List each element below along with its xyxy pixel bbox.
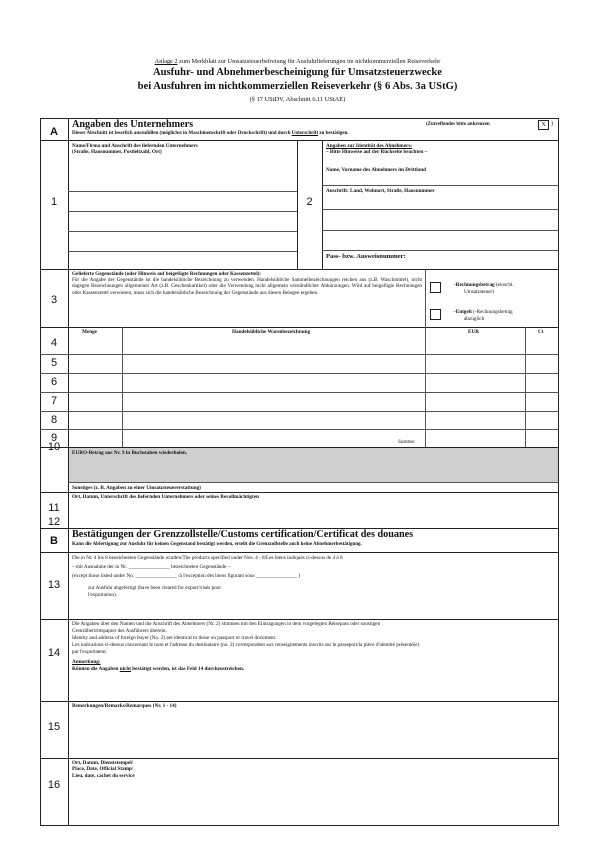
divider <box>40 392 559 393</box>
divider <box>425 269 426 327</box>
row-number-5: 5 <box>50 357 58 369</box>
divider <box>68 211 297 212</box>
divider <box>40 619 559 620</box>
divider <box>322 185 559 186</box>
divider <box>40 140 559 141</box>
divider <box>68 251 297 252</box>
net-amount-bold: -Entgelt <box>454 309 472 315</box>
divider <box>40 269 559 270</box>
amount-in-words-label: EURO-Betrag aus Nr. 9 in Buchstaben wiederholen. <box>72 450 188 456</box>
divider <box>40 552 559 553</box>
form-title-line2: bei Ausfuhren im nichtkommerziellen Reiseverkehr (§ 6 Abs. 3a UStG) <box>137 81 458 92</box>
identity-line4: Les indications ci-dessus concernant le nom et l'adresse du destinataire (no. 2) correspondent aux renseignements inscrits sur le passeport/la pièce d'identité présenté(e) <box>72 642 420 648</box>
column-description: Handelsübliche Warenbezeichnung <box>232 329 311 335</box>
identity-line5: par l'exportateur. <box>72 649 107 655</box>
tick-example-box: X <box>538 120 549 130</box>
net-amount-line2: abzüglich <box>464 316 485 322</box>
row-number-3: 3 <box>50 294 58 306</box>
export-cleared-line2: – mit Ausnahme der in Nr. ________________ bezeichneten Gegenstände – <box>72 564 231 570</box>
row-number-13: 13 <box>47 579 61 591</box>
legal-reference: (§ 17 UStDV, Abschnitt 6.11 UStAE) <box>249 96 346 103</box>
section-b-note: Kann die Abfertigung zur Ausfuhr für keinen Gegenstand bestätigt werden, erteilt die Grenzzollstelle auch keine Abnehmerbestätigung. <box>72 542 362 547</box>
divider <box>322 250 559 251</box>
tick-instruction: (Zutreffendes bitte ankreuzen <box>426 122 490 127</box>
identity-line2: Grenzübertrittspapier des Ausführers überein. <box>72 628 167 634</box>
row-number-15: 15 <box>47 721 61 733</box>
row-number-6: 6 <box>50 376 58 388</box>
seller-label-line2: (Straße, Hausnummer, Postleitzahl, Ort) <box>72 149 162 156</box>
passport-label: Pass- bzw. Ausweisnummer: <box>326 253 406 260</box>
divider <box>322 230 559 231</box>
row-number-2: 2 <box>306 196 313 208</box>
tick-instruction-close: ) <box>551 121 553 127</box>
misc-label: Sonstiges (z. B. Angaben zu einer Umsatzsteuererstattung) <box>72 485 201 491</box>
divider <box>40 354 559 355</box>
row-number-11: 11 <box>48 502 60 514</box>
customs-stamp-line2: Place, Date, Official Stamp/ <box>72 766 134 773</box>
row-number-16: 16 <box>47 779 61 791</box>
net-amount-option <box>454 309 513 315</box>
buyer-address-label: Anschrift: Land, Wohnort, Straße, Hausnummer <box>326 188 435 194</box>
export-cleared-line5: l'exportation). <box>88 592 118 598</box>
column-eur: EUR <box>468 329 479 335</box>
section-a-title: Angaben des Unternehmers <box>72 119 194 130</box>
remark-underlined: nicht <box>119 666 131 672</box>
section-a-note <box>72 131 349 137</box>
identity-line3: Identity and address of foreign buyer (No. 2) are identical to those on passport or travel document. <box>72 635 277 641</box>
invoice-amount-bold: -Rechnungsbetrag <box>454 282 495 288</box>
buyer-name-label: Name, Vorname des Abnehmers im Drittland <box>326 167 426 173</box>
remark-text <box>72 666 244 672</box>
row-number-8: 8 <box>50 414 58 426</box>
invoice-amount-rest: (einschl. <box>494 282 514 288</box>
row-number-14: 14 <box>47 647 61 659</box>
section-b-letter: B <box>50 535 58 547</box>
net-amount-rest: (-Rechnungsbetrag <box>471 309 513 315</box>
customs-stamp-label <box>72 760 135 779</box>
divider <box>40 373 559 374</box>
section-a-note-part1: Dieser Abschnitt ist leserlich auszufüllen (möglichst in Maschinenschrift oder Druckschrift) und durch <box>72 131 292 136</box>
export-cleared-line4: zur Ausfuhr abgefertigt (have been cleared for export/visés pour <box>88 585 222 591</box>
remarks-label: Bemerkungen/Remarks/Remarques (Nr. 1 - 14) <box>72 703 177 709</box>
annex-label: Anlage 2 <box>154 58 178 65</box>
seller-label-line1: Name/Firma und Anschrift des liefernden Unternehmers <box>72 143 198 149</box>
divider <box>40 758 559 759</box>
divider <box>40 429 559 430</box>
divider <box>322 209 559 210</box>
invoice-amount-line2: Umsatzsteuer) <box>464 289 494 295</box>
column-quantity: Menge <box>82 329 97 335</box>
buyer-identity-label <box>326 143 427 156</box>
section-a-letter: A <box>50 126 58 138</box>
remark-part1: Können die Angaben <box>72 666 120 672</box>
goods-instructions: Für die Angabe der Gegenstände ist die handelsübliche Bezeichnung zu verwenden. Handelsübliche Sammelbezeichnungen reichen aus (z.B. Waschmittel), nicht dagegen Bezeichnungen allgemeiner Art (z.B. Geschenkartikel) oder die Verwendung nicht allgemein verständlicher Abkürzungen. Wird auf beigefügte Rechnungen oder Kassenzettel verwiesen, muss sich die handelsübliche Bezeichnung der Gegenstände aus diesen Belegen ergeben. <box>72 277 422 296</box>
row-number-7: 7 <box>50 395 58 407</box>
remark-title: Anmerkung: <box>72 659 101 665</box>
row-number-12: 12 <box>47 516 61 528</box>
seller-label <box>72 143 198 156</box>
divider <box>40 411 559 412</box>
divider <box>40 701 559 702</box>
form-grid <box>40 118 559 826</box>
row-number-10: 10 <box>47 441 61 453</box>
divider <box>68 231 297 232</box>
section-a-note-part2: zu bestätigen. <box>318 131 349 136</box>
divider <box>40 492 559 493</box>
buyer-identity-line1: Angaben zur Identität des Abnehmers: <box>326 143 413 149</box>
customs-stamp-line3: Lieu, date, cachet du service <box>72 772 135 779</box>
divider <box>40 327 559 328</box>
annex-description: zum Merkblatt zur Umsatzsteuerbefreiung für Ausfuhrlieferungen im nichtkommerziellen Reiseverkehr <box>177 58 441 65</box>
identity-line1: Die Angaben über den Namen und die Anschrift des Abnehmers (Nr. 2) stimmen mit den Eintragungen in dem vorgelegten Reisepass oder sonstigen <box>72 621 381 627</box>
export-cleared-line1: Die in Nr. 4 bis 8 bezeichneten Gegenstände wurden/The products specified under Nos. 4 - 8/Les biens indiqués ci-dessus de 4 à 8 <box>72 555 343 561</box>
divider <box>68 482 559 483</box>
form-title-line1: Ausfuhr- und Abnehmerbescheinigung für Umsatzsteuerzwecke <box>153 67 442 78</box>
section-a-note-underlined: Unterschrift <box>291 131 319 136</box>
seller-signature-label: Ort, Datum, Unterschrift des liefernden Unternehmers oder seines Bevollmächtigten <box>72 494 259 500</box>
annex-subtitle <box>0 58 595 65</box>
buyer-identity-line2: – Bitte Hinweise auf der Rückseite beachten – <box>326 149 428 156</box>
goods-title: Gelieferte Gegenstände (oder Hinweis auf beigefügte Rechnungen oder Kassenzettel): <box>72 271 262 277</box>
invoice-amount-checkbox[interactable] <box>430 282 441 293</box>
column-ct: Ct <box>538 329 544 335</box>
row-number-4: 4 <box>50 337 58 349</box>
divider <box>68 191 297 192</box>
row-number-9: 9 <box>50 432 58 444</box>
remark-part2: bestätigt werden, ist das Feld 14 durchzustreichen. <box>130 666 245 672</box>
row-number-1: 1 <box>50 196 58 208</box>
section-b-title: Bestätigungen der Grenzzollstelle/Customs certification/Certificat des douanes <box>72 529 414 540</box>
invoice-amount-option <box>454 282 514 288</box>
customs-stamp-line1: Ort, Datum, Dienststempel/ <box>72 760 134 766</box>
net-amount-checkbox[interactable] <box>430 309 441 320</box>
export-cleared-line3: (except those listed under No. ________________ /à l'exception des biens figurant sous ________________ ) <box>72 573 301 579</box>
sum-label: Summe: <box>398 439 416 445</box>
